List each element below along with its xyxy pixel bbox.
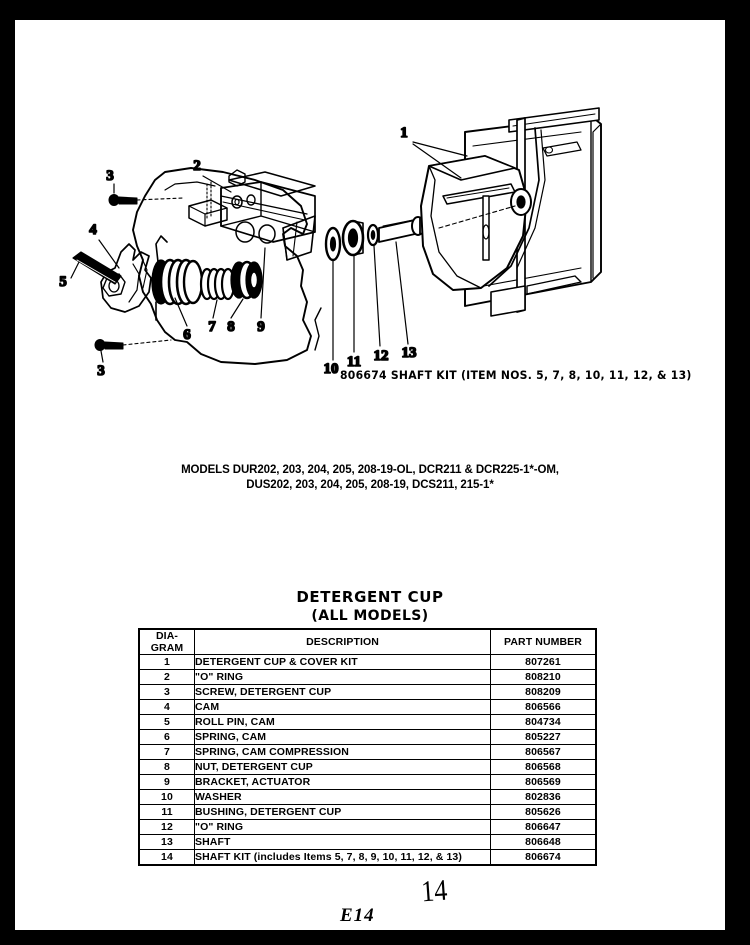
cell-diagram-number: 5 — [139, 715, 195, 730]
cell-diagram-number: 3 — [139, 685, 195, 700]
cell-part-number: 806567 — [491, 745, 597, 760]
cell-description: SPRING, CAM COMPRESSION — [195, 745, 491, 760]
table-row — [139, 730, 596, 745]
table-row — [139, 775, 596, 790]
svg-text:7: 7 — [208, 319, 216, 335]
models-line-2: DUS202, 203, 204, 205, 208-19, DCS211, 215-1* — [246, 479, 494, 491]
cell-diagram-number: 1 — [139, 655, 195, 670]
table-row — [139, 805, 596, 820]
column-header-diagram-line2: GRAM — [150, 642, 184, 654]
cell-description: DETERGENT CUP & COVER KIT — [195, 655, 491, 670]
svg-text:4: 4 — [89, 222, 97, 238]
cell-part-number: 806568 — [491, 760, 597, 775]
table-row — [139, 715, 596, 730]
parts-table-body — [139, 655, 596, 866]
handwritten-page-mark: 14 — [420, 873, 449, 909]
svg-text:3: 3 — [106, 168, 114, 184]
callout-leader-lines — [71, 142, 467, 362]
page-subtitle: (ALL MODELS) — [311, 608, 429, 624]
svg-text:2: 2 — [193, 158, 201, 174]
exploded-parts-diagram — [15, 20, 725, 380]
part-group-top-assembly — [189, 170, 315, 260]
svg-text:13: 13 — [401, 345, 417, 361]
svg-text:11: 11 — [346, 354, 362, 370]
cell-diagram-number: 8 — [139, 760, 195, 775]
page-title: DETERGENT CUP — [296, 588, 444, 606]
cell-diagram-number: 9 — [139, 775, 195, 790]
table-row — [139, 790, 596, 805]
svg-text:10: 10 — [323, 361, 339, 377]
part-o-ring-small — [368, 225, 378, 245]
cell-diagram-number: 14 — [139, 850, 195, 866]
svg-text:9: 9 — [257, 319, 265, 335]
cell-part-number: 805227 — [491, 730, 597, 745]
column-header-diagram-line1: DIA- — [156, 630, 178, 642]
svg-text:12: 12 — [373, 348, 389, 364]
svg-text:6: 6 — [183, 327, 191, 343]
table-row — [139, 745, 596, 760]
cell-description: BRACKET, ACTUATOR — [195, 775, 491, 790]
shaft-kit-caption: 806674 SHAFT KIT (ITEM NOS. 5, 7, 8, 10, 11, 12, & 13) — [340, 368, 692, 382]
cell-part-number: 806566 — [491, 700, 597, 715]
part-bushing — [343, 221, 363, 255]
models-line-1: MODELS DUR202, 203, 204, 205, 208-19-OL, DCR211 & DCR225-1*-OM, — [181, 464, 559, 476]
cell-diagram-number: 4 — [139, 700, 195, 715]
cell-part-number: 806647 — [491, 820, 597, 835]
models-applicability-note — [15, 463, 725, 493]
table-row — [139, 655, 596, 670]
cell-diagram-number: 6 — [139, 730, 195, 745]
table-row — [139, 850, 596, 866]
svg-text:3: 3 — [97, 363, 105, 379]
cell-description: SPRING, CAM — [195, 730, 491, 745]
cell-diagram-number: 10 — [139, 790, 195, 805]
svg-text:5: 5 — [59, 274, 67, 290]
part-screw-lower — [95, 340, 171, 351]
column-header-part-number: PART NUMBER — [491, 629, 597, 655]
cell-description: SHAFT KIT (includes Items 5, 7, 8, 9, 10, 11, 12, & 13) — [195, 850, 491, 866]
catalog-page-sheet — [15, 20, 725, 930]
cell-description: SHAFT — [195, 835, 491, 850]
table-row — [139, 760, 596, 775]
cell-description: CAM — [195, 700, 491, 715]
cell-description: "O" RING — [195, 670, 491, 685]
table-row — [139, 835, 596, 850]
cell-part-number: 806674 — [491, 850, 597, 866]
parts-table — [138, 628, 597, 866]
part-cam-spring — [152, 236, 202, 320]
cell-description: WASHER — [195, 790, 491, 805]
svg-text:8: 8 — [227, 319, 235, 335]
part-washer — [326, 228, 340, 260]
cell-diagram-number: 7 — [139, 745, 195, 760]
part-door-panel-assembly — [421, 108, 601, 316]
cell-part-number: 808210 — [491, 670, 597, 685]
cell-part-number: 808209 — [491, 685, 597, 700]
svg-text:1: 1 — [400, 125, 408, 141]
table-row — [139, 820, 596, 835]
cell-description: SCREW, DETERGENT CUP — [195, 685, 491, 700]
cell-diagram-number: 13 — [139, 835, 195, 850]
cell-description: BUSHING, DETERGENT CUP — [195, 805, 491, 820]
column-header-description: DESCRIPTION — [195, 629, 491, 655]
cell-part-number: 806569 — [491, 775, 597, 790]
parts-table-head — [139, 629, 596, 655]
table-row — [139, 685, 596, 700]
cell-part-number: 807261 — [491, 655, 597, 670]
cell-description: "O" RING — [195, 820, 491, 835]
cell-part-number: 804734 — [491, 715, 597, 730]
cell-diagram-number: 2 — [139, 670, 195, 685]
cell-description: NUT, DETERGENT CUP — [195, 760, 491, 775]
part-detergent-cup-nut — [231, 262, 262, 298]
cell-diagram-number: 12 — [139, 820, 195, 835]
part-cam-compression-spring — [201, 269, 234, 299]
cell-description: ROLL PIN, CAM — [195, 715, 491, 730]
cell-part-number: 806648 — [491, 835, 597, 850]
table-row — [139, 670, 596, 685]
page-number-mark: E14 — [340, 905, 375, 926]
column-header-diagram — [139, 629, 195, 655]
table-row — [139, 700, 596, 715]
table-header-row — [139, 629, 596, 655]
cell-part-number: 805626 — [491, 805, 597, 820]
cell-diagram-number: 11 — [139, 805, 195, 820]
cell-part-number: 802836 — [491, 790, 597, 805]
parts-table-container — [138, 628, 593, 866]
parts-table-title — [15, 588, 725, 625]
